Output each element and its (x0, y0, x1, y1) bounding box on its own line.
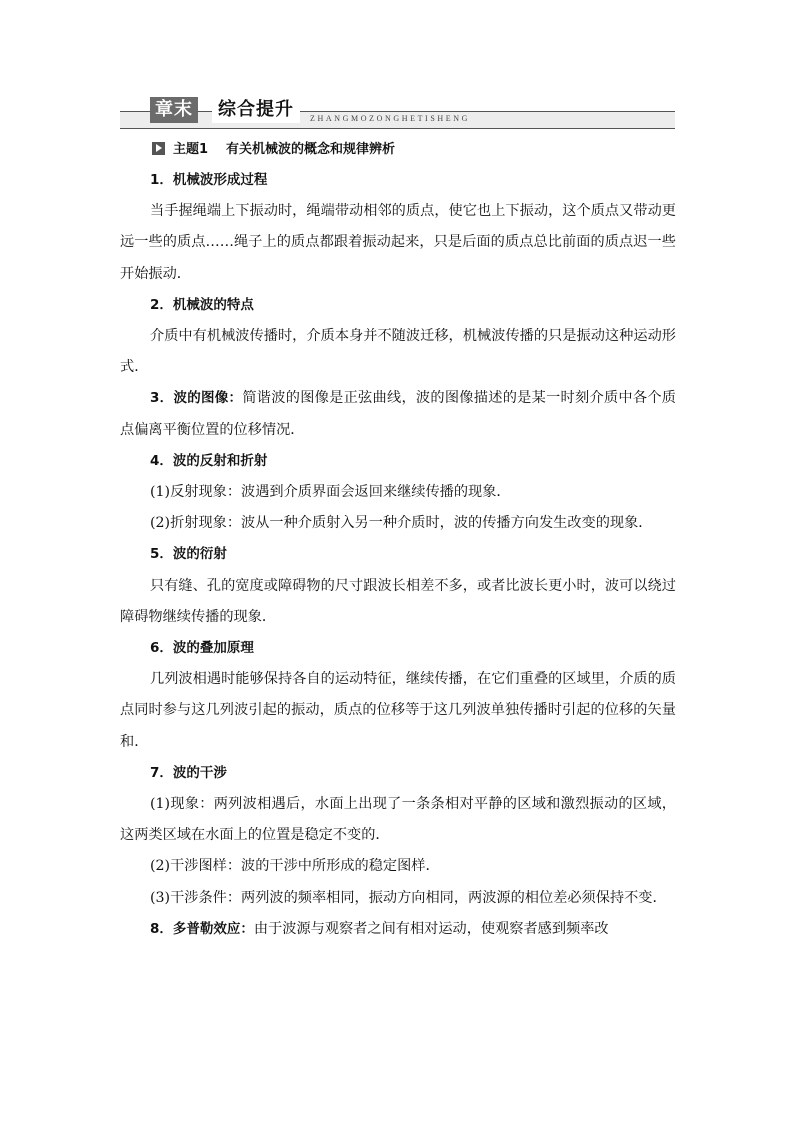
banner-tag: 章末 (150, 97, 198, 123)
section-paragraph-3 (120, 383, 676, 445)
section-text-1: 当手握绳端上下振动时，绳端带动相邻的质点，使它也上下振动，这个质点又带动更远一些的质点……绳子上的质点都跟着振动起来，只是后面的质点总比前面的质点迟一些开始振动． (120, 203, 676, 282)
section-text-2: 介质中有机械波传播时，介质本身并不随波迁移，机械波传播的只是振动这种运动形式． (120, 327, 676, 376)
chapter-banner (120, 97, 675, 129)
section-text-7-3: (3)干涉条件：两列波的频率相同，振动方向相同，两波源的相位差必须保持不变． (150, 889, 667, 906)
section-heading-1: 1．机械波形成过程 (150, 172, 268, 188)
topic-heading (152, 135, 676, 165)
section-text-7-2: (2)干涉图样：波的干涉中所形成的稳定图样． (150, 858, 440, 875)
section-heading-2: 2．机械波的特点 (150, 296, 254, 313)
play-triangle-icon (152, 142, 165, 155)
topic-title: 有关机械波的概念和规律辨析 (226, 142, 396, 157)
section-heading-5: 5．波的衍射 (150, 546, 227, 563)
section-lead-8: 8．多普勒效应： (150, 920, 254, 937)
topic-label: 主题1 (173, 142, 209, 157)
section-heading-4: 4．波的反射和折射 (150, 452, 268, 469)
section-text-3: 简谐波的图像是正弦曲线，波的图像描述的是某一时刻介质中各个质点偏离平衡位置的位移情况． (120, 390, 676, 438)
section-text-7-1: (1)现象：两列波相遇后，水面上出现了一条条相对平静的区域和激烈振动的区域，这两类区域在水面上的位置是稳定不变的． (120, 795, 676, 844)
banner-title: 综合提升 (212, 97, 300, 123)
section-text-4-2: (2)折射现象：波从一种介质射入另一种介质时，波的传播方向发生改变的现象． (150, 515, 653, 532)
section-lead-3: 3．波的图像： (150, 390, 243, 407)
section-text-4-1: (1)反射现象：波遇到介质界面会返回来继续传播的现象． (150, 483, 511, 500)
section-text-6: 几列波相遇时能够保持各自的运动特征，继续传播，在它们重叠的区域里，介质的质点同时参与这几列波引起的振动，质点的位移等于这几列波单独传播时引起的位移的矢量和． (120, 671, 676, 750)
banner-pinyin: ZHANGMOZONGHETISHENG (310, 114, 470, 123)
section-paragraph-8 (120, 914, 676, 945)
section-text-8: 由于波源与观察者之间有相对运动，使观察者感到频率改 (253, 920, 609, 937)
section-heading-7: 7．波的干涉 (150, 764, 227, 781)
section-text-5: 只有缝、孔的宽度或障碍物的尺寸跟波长相差不多，或者比波长更小时，波可以绕过障碍物继续传播的现象． (120, 577, 676, 625)
section-heading-6: 6．波的叠加原理 (150, 639, 254, 656)
document-body (120, 135, 676, 945)
